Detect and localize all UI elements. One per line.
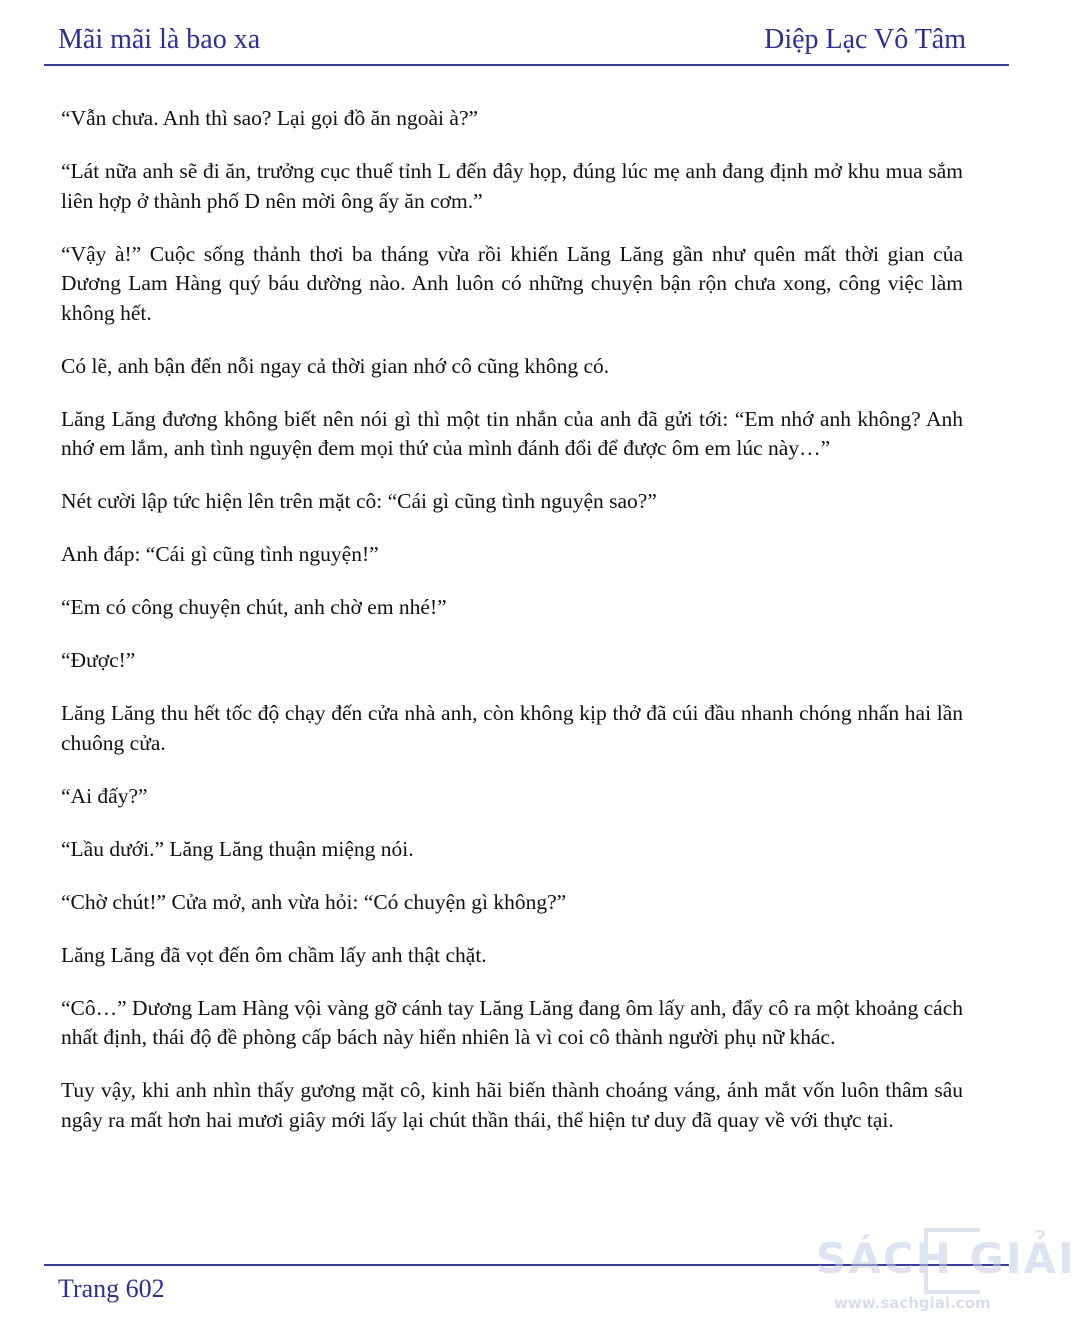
paragraph: “Ai đấy?” (61, 783, 148, 808)
paragraph: “Chờ chút!” Cửa mở, anh vừa hỏi: “Có chuyện gì không?” (61, 889, 567, 914)
paragraph: “Vẫn chưa. Anh thì sao? Lại gọi đồ ăn ngoài à?” (61, 106, 479, 130)
page-number: Trang 602 (58, 1274, 165, 1303)
paragraph: Có lẽ, anh bận đến nỗi ngay cả thời gian nhớ cô cũng không có. (61, 353, 610, 378)
paragraph: Lăng Lăng thu hết tốc độ chạy đến cửa nhà anh, còn không kịp thở đã cúi đầu nhanh chóng nhấn hai lần chuông cửa. (61, 701, 963, 755)
paragraph: Lăng Lăng đã vọt đến ôm chầm lấy anh thật chặt. (61, 942, 487, 967)
watermark-url: www.sachgiai.com (834, 1294, 991, 1312)
paragraph: Anh đáp: “Cái gì cũng tình nguyện!” (61, 542, 379, 566)
paragraph: “Cô…” Dương Lam Hàng vội vàng gỡ cánh tay Lăng Lăng đang ôm lấy anh, đẩy cô ra một khoảng cách nhất định, thái độ đề phòng cấp bách này hiển nhiên là vì coi cô thành người phụ nữ khác. (61, 995, 963, 1049)
page-header (58, 24, 966, 64)
paragraph: “Vậy à!” Cuộc sống thảnh thơi ba tháng vừa rồi khiến Lăng Lăng gần như quên mất thời gian của Dương Lam Hàng quý báu dường nào. Anh luôn có những chuyện bận rộn chưa xong, công việc làm không hết. (61, 241, 963, 325)
watermark-brand: SÁCH GIẢI (816, 1234, 1076, 1283)
paragraph: “Lầu dưới.” Lăng Lăng thuận miệng nói. (61, 836, 414, 861)
paragraph: Tuy vậy, khi anh nhìn thấy gương mặt cô, kinh hãi biến thành choáng váng, ánh mắt vốn luôn thâm sâu ngây ra mất hơn hai mươi giây mới lấy lại chút thần thái, thể hiện tư duy đã quay về với thực tại. (61, 1078, 963, 1132)
watermark-logo (816, 1228, 1076, 1325)
paragraph: Lăng Lăng đương không biết nên nói gì thì một tin nhắn của anh đã gửi tới: “Em nhớ anh không? Anh nhớ em lắm, anh tình nguyện đem mọi thứ của mình đánh đổi để được ôm em lúc này…” (61, 406, 963, 460)
page-body (61, 104, 963, 1159)
book-title: Mãi mãi là bao xa (58, 24, 261, 55)
paragraph: “Được!” (61, 648, 136, 672)
paragraph: “Lát nữa anh sẽ đi ăn, trưởng cục thuế tỉnh L đến đây họp, đúng lúc mẹ anh đang định mở khu mua sắm liên hợp ở thành phố D nên mời ông ấy ăn cơm.” (61, 159, 963, 213)
paragraph: Nét cười lập tức hiện lên trên mặt cô: “Cái gì cũng tình nguyện sao?” (61, 489, 657, 513)
header-divider (44, 64, 1009, 66)
author-name: Diệp Lạc Vô Tâm (764, 24, 966, 55)
paragraph: “Em có công chuyện chút, anh chờ em nhé!” (61, 595, 447, 619)
